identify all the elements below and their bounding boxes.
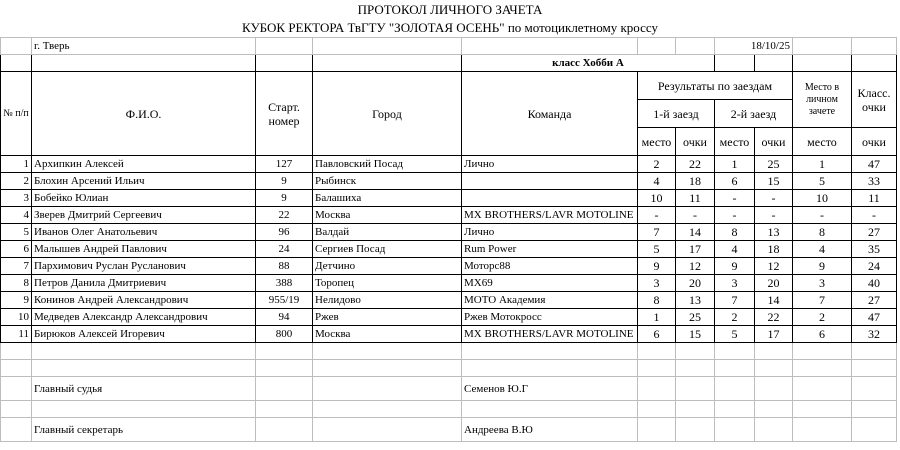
row-race2-points: 18: [755, 241, 793, 258]
table-row: [1, 173, 897, 190]
row-city: Москва: [313, 207, 462, 224]
row-team: Лично: [462, 156, 638, 173]
row-team: [462, 190, 638, 207]
row-race2-points: 20: [755, 275, 793, 292]
row-race2-points: 15: [755, 173, 793, 190]
col-class-points-header: Класс. очки: [852, 72, 897, 128]
row-name: Блохин Арсений Ильич: [32, 173, 256, 190]
row-class-points: 27: [852, 292, 897, 309]
row-num: 6: [1, 241, 32, 258]
results-rows: [1, 156, 897, 343]
row-team: Rum Power: [462, 241, 638, 258]
row-class-points: 24: [852, 258, 897, 275]
row-team: Лично: [462, 224, 638, 241]
row-race2-place: 4: [715, 241, 755, 258]
results-table: [0, 37, 897, 442]
row-race1-points: 22: [676, 156, 715, 173]
row-race2-points: 17: [755, 326, 793, 343]
row-class-points: -: [852, 207, 897, 224]
table-row: [1, 275, 897, 292]
row-team: MX69: [462, 275, 638, 292]
row-race1-place: 6: [638, 326, 676, 343]
row-name: Пархимович Руслан Русланович: [32, 258, 256, 275]
row-num: 5: [1, 224, 32, 241]
chief-secretary-name: Андреева В.Ю: [462, 418, 638, 442]
row-race1-place: 8: [638, 292, 676, 309]
row-num: 7: [1, 258, 32, 275]
row-name: Иванов Олег Анатольевич: [32, 224, 256, 241]
row-race2-place: 6: [715, 173, 755, 190]
col-total-place-header: место: [793, 128, 852, 156]
table-row: [1, 207, 897, 224]
col-num-header: № п/п: [1, 72, 32, 156]
row-start: 22: [256, 207, 313, 224]
row-class-points: 47: [852, 156, 897, 173]
row-race1-place: 7: [638, 224, 676, 241]
row-city: Нелидово: [313, 292, 462, 309]
row-class-points: 32: [852, 326, 897, 343]
row-start: 9: [256, 173, 313, 190]
class-label: класс Хобби А: [462, 55, 715, 72]
row-team: MX BROTHERS/LAVR MOTOLINE: [462, 326, 638, 343]
row-race2-points: 22: [755, 309, 793, 326]
row-race1-place: 10: [638, 190, 676, 207]
row-total-place: 5: [793, 173, 852, 190]
row-name: Архипкин Алексей: [32, 156, 256, 173]
col-start-header: Старт. номер: [256, 72, 313, 156]
row-class-points: 40: [852, 275, 897, 292]
col-name-header: Ф.И.О.: [32, 72, 256, 156]
row-start: 800: [256, 326, 313, 343]
row-race2-points: 25: [755, 156, 793, 173]
row-num: 10: [1, 309, 32, 326]
row-race1-points: 25: [676, 309, 715, 326]
row-race2-place: -: [715, 207, 755, 224]
row-team: Ржев Мотокросс: [462, 309, 638, 326]
row-num: 9: [1, 292, 32, 309]
row-race2-points: 13: [755, 224, 793, 241]
col-race1-place-header: место: [638, 128, 676, 156]
row-race1-points: 11: [676, 190, 715, 207]
row-total-place: -: [793, 207, 852, 224]
row-race2-points: 12: [755, 258, 793, 275]
row-race1-place: 4: [638, 173, 676, 190]
table-row: [1, 156, 897, 173]
row-total-place: 3: [793, 275, 852, 292]
chief-judge-name: Семенов Ю.Г: [462, 377, 638, 401]
row-start: 94: [256, 309, 313, 326]
row-race2-place: 3: [715, 275, 755, 292]
col-race1-points-header: очки: [676, 128, 715, 156]
col-results-header: Результаты по заездам: [638, 72, 793, 100]
col-race2-header: 2-й заезд: [715, 100, 793, 128]
row-start: 127: [256, 156, 313, 173]
row-race2-place: 1: [715, 156, 755, 173]
row-race2-points: -: [755, 190, 793, 207]
row-city: Рыбинск: [313, 173, 462, 190]
row-city: Детчино: [313, 258, 462, 275]
row-race2-points: 14: [755, 292, 793, 309]
row-name: Зверев Дмитрий Сергеевич: [32, 207, 256, 224]
row-start: 96: [256, 224, 313, 241]
row-start: 24: [256, 241, 313, 258]
col-race2-points-header: очки: [755, 128, 793, 156]
row-total-place: 10: [793, 190, 852, 207]
row-team: [462, 173, 638, 190]
chief-judge-label: Главный судья: [32, 377, 256, 401]
row-name: Малышев Андрей Павлович: [32, 241, 256, 258]
row-race1-place: 3: [638, 275, 676, 292]
col-team-header: Команда: [462, 72, 638, 156]
row-total-place: 9: [793, 258, 852, 275]
table-row: [1, 258, 897, 275]
row-city: Ржев: [313, 309, 462, 326]
col-place-total-header: Место в личном зачете: [793, 72, 852, 128]
row-name: Конинов Андрей Александрович: [32, 292, 256, 309]
row-race1-points: 18: [676, 173, 715, 190]
row-class-points: 33: [852, 173, 897, 190]
row-total-place: 1: [793, 156, 852, 173]
row-race2-place: 7: [715, 292, 755, 309]
col-total-points-header: очки: [852, 128, 897, 156]
row-race1-place: 2: [638, 156, 676, 173]
row-total-place: 2: [793, 309, 852, 326]
row-name: Бирюков Алексей Игоревич: [32, 326, 256, 343]
row-race2-place: 8: [715, 224, 755, 241]
row-race1-points: 14: [676, 224, 715, 241]
row-city: Павловский Посад: [313, 156, 462, 173]
row-team: Моторс88: [462, 258, 638, 275]
document-subtitle: КУБОК РЕКТОРА ТвГТУ "ЗОЛОТАЯ ОСЕНЬ" по мотоциклетному кроссу: [242, 20, 658, 35]
col-city-header: Город: [313, 72, 462, 156]
document-title: ПРОТОКОЛ ЛИЧНОГО ЗАЧЕТА: [357, 2, 543, 17]
signatures-block: [1, 343, 897, 442]
row-total-place: 4: [793, 241, 852, 258]
city-label: г. Тверь: [32, 38, 256, 55]
row-class-points: 27: [852, 224, 897, 241]
chief-secretary-label: Главный секретарь: [32, 418, 256, 442]
row-race1-points: 17: [676, 241, 715, 258]
row-race1-points: 15: [676, 326, 715, 343]
row-num: 4: [1, 207, 32, 224]
row-class-points: 35: [852, 241, 897, 258]
row-num: 8: [1, 275, 32, 292]
row-total-place: 8: [793, 224, 852, 241]
row-city: Валдай: [313, 224, 462, 241]
row-team: МОТО Академия: [462, 292, 638, 309]
row-class-points: 47: [852, 309, 897, 326]
row-num: 3: [1, 190, 32, 207]
row-race1-place: -: [638, 207, 676, 224]
row-city: Сергиев Посад: [313, 241, 462, 258]
row-name: Петров Данила Дмитриевич: [32, 275, 256, 292]
row-race2-place: -: [715, 190, 755, 207]
col-race2-place-header: место: [715, 128, 755, 156]
row-race1-points: 13: [676, 292, 715, 309]
row-race2-points: -: [755, 207, 793, 224]
row-city: Москва: [313, 326, 462, 343]
row-num: 11: [1, 326, 32, 343]
row-race2-place: 2: [715, 309, 755, 326]
row-total-place: 6: [793, 326, 852, 343]
col-race1-header: 1-й заезд: [638, 100, 715, 128]
row-num: 2: [1, 173, 32, 190]
row-race1-points: 20: [676, 275, 715, 292]
row-total-place: 7: [793, 292, 852, 309]
row-race1-place: 5: [638, 241, 676, 258]
row-num: 1: [1, 156, 32, 173]
row-race2-place: 5: [715, 326, 755, 343]
row-start: 88: [256, 258, 313, 275]
row-team: MX BROTHERS/LAVR MOTOLINE: [462, 207, 638, 224]
row-race1-place: 1: [638, 309, 676, 326]
row-start: 955/19: [256, 292, 313, 309]
row-city: Торопец: [313, 275, 462, 292]
row-race2-place: 9: [715, 258, 755, 275]
table-row: [1, 190, 897, 207]
table-row: [1, 326, 897, 343]
row-race1-points: 12: [676, 258, 715, 275]
row-class-points: 11: [852, 190, 897, 207]
row-race1-points: -: [676, 207, 715, 224]
row-name: Медведев Александр Александрович: [32, 309, 256, 326]
row-city: Балашиха: [313, 190, 462, 207]
table-row: [1, 292, 897, 309]
row-start: 9: [256, 190, 313, 207]
table-row: [1, 309, 897, 326]
row-start: 388: [256, 275, 313, 292]
table-row: [1, 241, 897, 258]
row-race1-place: 9: [638, 258, 676, 275]
table-row: [1, 224, 897, 241]
date-label: 18/10/25: [715, 38, 793, 55]
row-name: Бобейко Юлиан: [32, 190, 256, 207]
